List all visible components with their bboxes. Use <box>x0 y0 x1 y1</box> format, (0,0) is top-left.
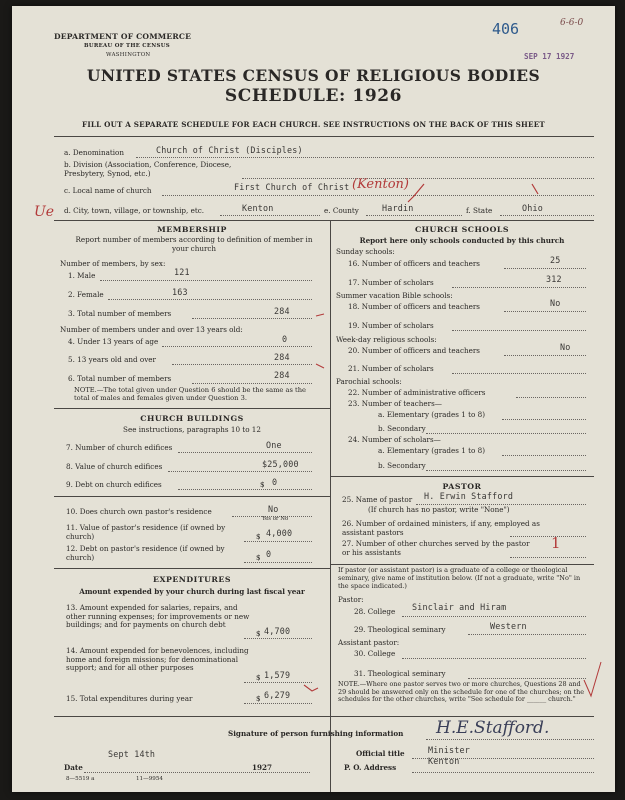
margin-mark: Ue <box>34 204 55 220</box>
schools-title: CHURCH SCHOOLS <box>414 225 510 234</box>
pastor-label: Pastor: <box>338 595 364 604</box>
q31-label: 31. Theological seminary <box>354 669 446 678</box>
q13-dollar: $ <box>256 629 261 638</box>
classification-code: 6-6-0 <box>560 18 584 28</box>
graduate-note: If pastor (or assistant pastor) is a graduate of a college or theological seminary, give name of institution below. (If not a graduate, write "No" in the space indicated.) <box>338 566 581 590</box>
q23b-label: b. Secondary <box>378 424 426 433</box>
po-address-value: Kenton <box>428 756 460 766</box>
q14-label: 14. Amount expended for benevolences, including home and foreign missions; for denominational support; and for all other purposes <box>66 646 249 673</box>
reviewer-marks <box>12 6 615 792</box>
membership-title: MEMBERSHIP <box>157 225 227 234</box>
by-sex-label: Number of members, by sex: <box>60 259 166 268</box>
q25-note: (If church has no pastor, write "None") <box>368 505 510 514</box>
q6-label: 6. Total number of members <box>68 374 172 383</box>
q2-value: 163 <box>172 287 188 297</box>
date-value: Sept 14th <box>108 749 156 759</box>
membership-intro: Report number of members according to definition of member in your church <box>75 235 313 253</box>
membership-note: NOTE.—The total given under Question 6 should be the same as the total of males and females given under Question 3. <box>74 386 307 403</box>
q13-value: 4,700 <box>264 626 291 636</box>
form-instruction: FILL OUT A SEPARATE SCHEDULE FOR EACH CHURCH. SEE INSTRUCTIONS ON THE BACK OF THIS SHEET <box>82 120 545 129</box>
q9-value: 0 <box>272 477 278 487</box>
handwritten-signature: H.E.Stafford. <box>436 718 550 738</box>
check-mark-icon <box>532 184 538 194</box>
q4-label: 4. Under 13 years of age <box>68 337 159 346</box>
schedule-number-stamp: 406 <box>492 20 520 38</box>
q12-dollar: $ <box>256 553 261 562</box>
q11-label: 11. Value of pastor's residence (if owned by church) <box>66 523 226 541</box>
official-title-value: Minister <box>428 745 470 755</box>
q12-label: 12. Debt on pastor's residence (if owned by church) <box>66 544 225 562</box>
q17-label: 17. Number of scholars <box>348 278 434 287</box>
q15-label: 15. Total expenditures during year <box>66 694 193 703</box>
state-value: Ohio <box>522 203 543 213</box>
q7-value: One <box>266 440 282 450</box>
q27-mark: 1 <box>551 534 561 552</box>
q20-value: No <box>560 342 571 352</box>
q27-label: 27. Number of other churches served by the pastor or his assistants <box>342 539 530 557</box>
official-title-label: Official title <box>356 749 405 758</box>
q20-label: 20. Number of officers and teachers <box>348 346 480 355</box>
q9-label: 9. Debt on church edifices <box>66 480 162 489</box>
tick-mark-icon <box>316 364 324 368</box>
local-name-note: (Kenton) <box>352 177 409 192</box>
q24a-label: a. Elementary (grades 1 to 8) <box>378 446 485 455</box>
expenditures-intro: Amount expended by your church during last fiscal year <box>79 587 305 596</box>
q14-value: 1,579 <box>264 670 291 680</box>
county-value: Hardin <box>382 203 414 213</box>
q25-label: 25. Name of pastor <box>342 495 413 504</box>
denomination-label: a. Denomination <box>64 148 124 157</box>
po-address-label: P. O. Address <box>344 763 397 772</box>
city-label: d. City, town, village, or township, etc. <box>64 206 205 215</box>
q2-label: 2. Female <box>68 290 104 299</box>
q1-value: 121 <box>174 267 190 277</box>
buildings-sub: See instructions, paragraphs 10 to 12 <box>123 425 261 434</box>
q19-label: 19. Number of scholars <box>348 321 434 330</box>
q24b-label: b. Secondary <box>378 461 426 470</box>
q28-value: Sinclair and Hiram <box>412 602 507 612</box>
q12-value: 0 <box>266 549 272 559</box>
q29-value: Western <box>490 621 527 631</box>
q1-label: 1. Male <box>68 271 96 280</box>
q23-label: 23. Number of teachers— <box>348 399 442 408</box>
bureau-city: WASHINGTON <box>106 52 151 58</box>
form-title: UNITED STATES CENSUS OF RELIGIOUS BODIES <box>86 66 541 85</box>
q24-label: 24. Number of scholars— <box>348 435 441 444</box>
q13-label: 13. Amount expended for salaries, repairs, and other running expenses; for improvements or new buildings; and for payments on church debt <box>66 603 250 630</box>
pastor-title: PASTOR <box>442 482 482 491</box>
q28-label: 28. College <box>354 607 396 616</box>
q8-label: 8. Value of church edifices <box>66 462 163 471</box>
age-label: Number of members under and over 13 years old: <box>60 325 243 334</box>
signature-label: Signature of person furnishing information <box>228 729 404 738</box>
schedule-title: SCHEDULE: 1926 <box>224 86 403 106</box>
census-schedule-sheet <box>12 6 615 792</box>
division-label: b. Division (Association, Conference, Diocese, Presbytery, Synod, etc.) <box>64 160 232 178</box>
q29-label: 29. Theological seminary <box>354 625 446 634</box>
state-label: f. State <box>466 206 493 215</box>
q23a-label: a. Elementary (grades 1 to 8) <box>378 410 485 419</box>
check-mark-icon <box>408 184 424 202</box>
parochial-label: Parochial schools: <box>336 377 402 386</box>
q18-label: 18. Number of officers and teachers <box>348 302 480 311</box>
q15-value: 6,279 <box>264 690 291 700</box>
q11-value: 4,000 <box>266 528 293 538</box>
q4-value: 0 <box>282 334 288 344</box>
print-number: 11—9954 <box>136 776 163 782</box>
q9-dollar: $ <box>260 480 265 489</box>
department-name: DEPARTMENT OF COMMERCE <box>54 32 192 41</box>
q25-value: H. Erwin Stafford <box>424 491 514 501</box>
q11-dollar: $ <box>256 532 261 541</box>
expenditures-title: EXPENDITURES <box>153 575 231 584</box>
bureau-name: BUREAU OF THE CENSUS <box>84 43 170 49</box>
q7-label: 7. Number of church edifices <box>66 443 173 452</box>
tick-mark-icon <box>316 314 324 316</box>
q6-value: 284 <box>274 370 290 380</box>
local-name-label: c. Local name of church <box>64 186 152 195</box>
q10-label: 10. Does church own pastor's residence <box>66 507 212 516</box>
local-name-value: First Church of Christ <box>234 182 350 192</box>
q18-value: No <box>550 298 561 308</box>
q16-value: 25 <box>550 255 561 265</box>
buildings-title: CHURCH BUILDINGS <box>140 414 244 423</box>
schools-intro: Report here only schools conducted by this church <box>359 236 565 245</box>
denomination-value: Church of Christ (Disciples) <box>156 145 303 155</box>
q10-value: No <box>268 504 279 514</box>
form-number: 8—5519 a <box>66 776 95 782</box>
assistant-label: Assistant pastor: <box>338 638 400 647</box>
q3-label: 3. Total number of members <box>68 309 172 318</box>
q17-value: 312 <box>546 274 562 284</box>
q14-dollar: $ <box>256 673 261 682</box>
q10-yes-no-hint: Yes or No <box>262 516 289 522</box>
sunday-label: Sunday schools: <box>336 247 395 256</box>
vacation-label: Summer vacation Bible schools: <box>336 291 453 300</box>
check-mark-icon <box>584 662 601 696</box>
q5-value: 284 <box>274 352 290 362</box>
q8-value: $25,000 <box>262 459 299 469</box>
date-label: Date <box>64 763 83 772</box>
city-value: Kenton <box>242 203 274 213</box>
q5-label: 5. 13 years old and over <box>68 355 156 364</box>
q16-label: 16. Number of officers and teachers <box>348 259 480 268</box>
q22-label: 22. Number of administrative officers <box>348 388 486 397</box>
q26-label: 26. Number of ordained ministers, if any, employed as assistant pastors <box>342 519 540 537</box>
q30-label: 30. College <box>354 649 396 658</box>
county-label: e. County <box>324 206 359 215</box>
received-date-stamp: SEP 17 1927 <box>524 52 575 61</box>
q21-label: 21. Number of scholars <box>348 364 434 373</box>
arrow-mark-icon <box>304 685 318 691</box>
weekday-label: Week-day religious schools: <box>336 335 437 344</box>
q15-dollar: $ <box>256 694 261 703</box>
date-year: 1927 <box>252 763 273 772</box>
pastor-note: NOTE.—Where one pastor serves two or more churches, Questions 28 and 29 should be answered only on the schedule for one of the churches; on the schedules for the other churches, write "See schedule for ______ church." <box>338 680 585 703</box>
q3-value: 284 <box>274 306 290 316</box>
